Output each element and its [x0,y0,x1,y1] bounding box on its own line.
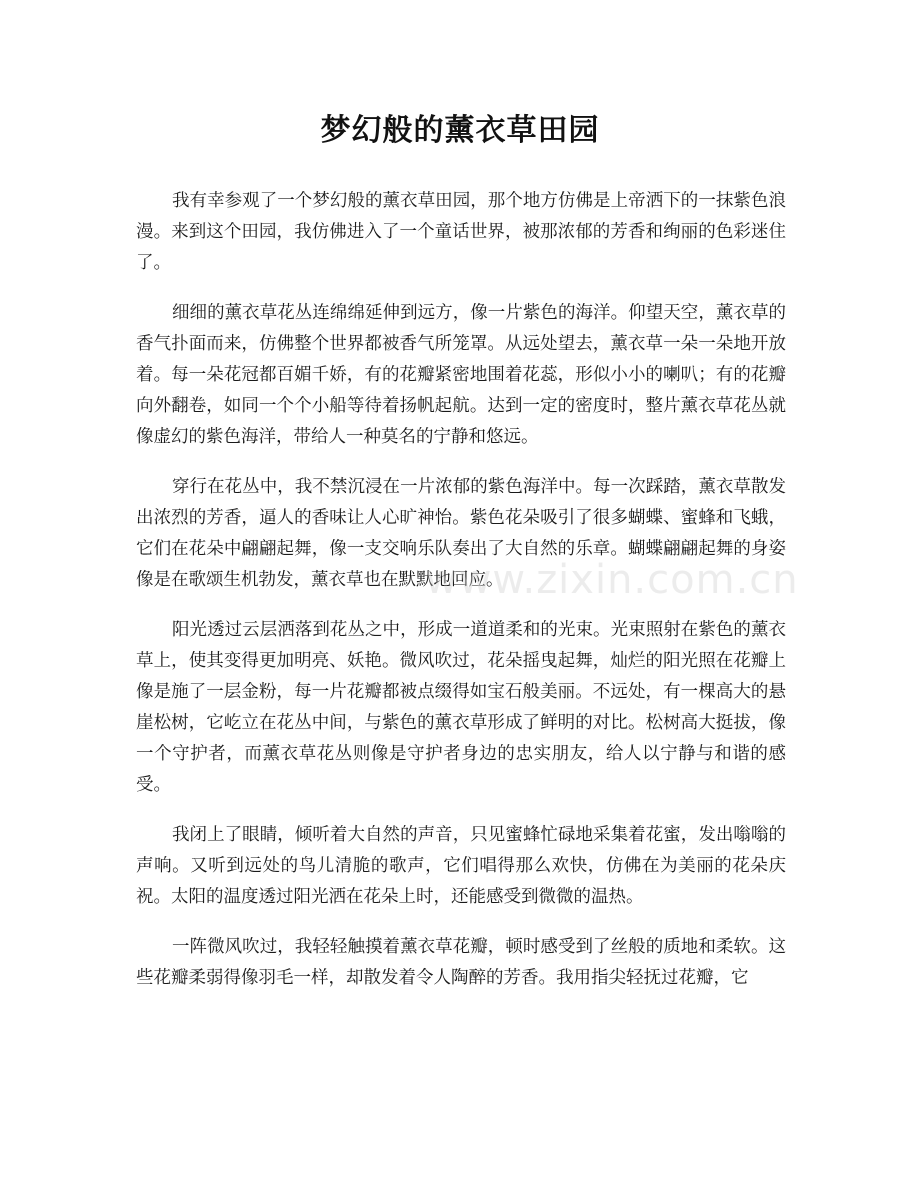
paragraph-5: 我闭上了眼睛，倾听着大自然的声音，只见蜜蜂忙碌地采集着花蜜，发出嗡嗡的声响。又听到远处的鸟儿清脆的歌声，它们唱得那么欢快，仿佛在为美丽的花朵庆祝。太阳的温度透过阳光洒在花朵上时，还能感受到微微的温热。 [136,825,786,907]
paragraph-2: 细细的薰衣草花丛连绵绵延伸到远方，像一片紫色的海洋。仰望天空，薰衣草的香气扑面而来，仿佛整个世界都被香气所笼罩。从远处望去，薰衣草一朵一朵地开放着。每一朵花冠都百媚千娇，有的花瓣紧密地围着花蕊，形似小小的喇叭；有的花瓣向外翻卷，如同一个个小船等待着扬帆起航。达到一定的密度时，整片薰衣草花丛就像虚幻的紫色海洋，带给人一种莫名的宁静和悠远。 [136,303,786,447]
paragraph-1: 我有幸参观了一个梦幻般的薰衣草田园，那个地方仿佛是上帝洒下的一抹紫色浪漫。来到这个田园，我仿佛进入了一个童话世界，被那浓郁的芳香和绚丽的色彩迷住了。 [136,191,786,273]
watermark: www.zixin.com.cn [425,557,799,603]
paragraph-4: 阳光透过云层洒落到花丛之中，形成一道道柔和的光束。光束照射在紫色的薰衣草上，使其变得更加明亮、妖艳。微风吹过，花朵摇曳起舞，灿烂的阳光照在花瓣上像是施了一层金粉，每一片花瓣都被点缀得如宝石般美丽。不远处，有一棵高大的悬崖松树，它屹立在花丛中间，与紫色的薰衣草形成了鲜明的对比。松树高大挺拔，像一个守护者，而薰衣草花丛则像是守护者身边的忠实朋友，给人以宁静与和谐的感受。 [136,620,786,795]
document-body [136,186,786,1013]
paragraph-3: 穿行在花丛中，我不禁沉浸在一片浓郁的紫色海洋中。每一次踩踏，薰衣草散发出浓烈的芳香，逼人的香味让人心旷神怡。紫色花朵吸引了很多蝴蝶、蜜蜂和飞蛾，它们在花朵中翩翩起舞，像一支交响乐队奏出了大自然的乐章。蝴蝶翩翩起舞的身姿像是在歌颂生机勃发，薰衣草也在默默地回应。 [136,477,786,590]
paragraph-6: 一阵微风吹过，我轻轻触摸着薰衣草花瓣，顿时感受到了丝般的质地和柔软。这些花瓣柔弱得像羽毛一样，却散发着令人陶醉的芳香。我用指尖轻抚过花瓣，它 [136,937,786,988]
document-title: 梦幻般的薰衣草田园 [320,113,600,148]
